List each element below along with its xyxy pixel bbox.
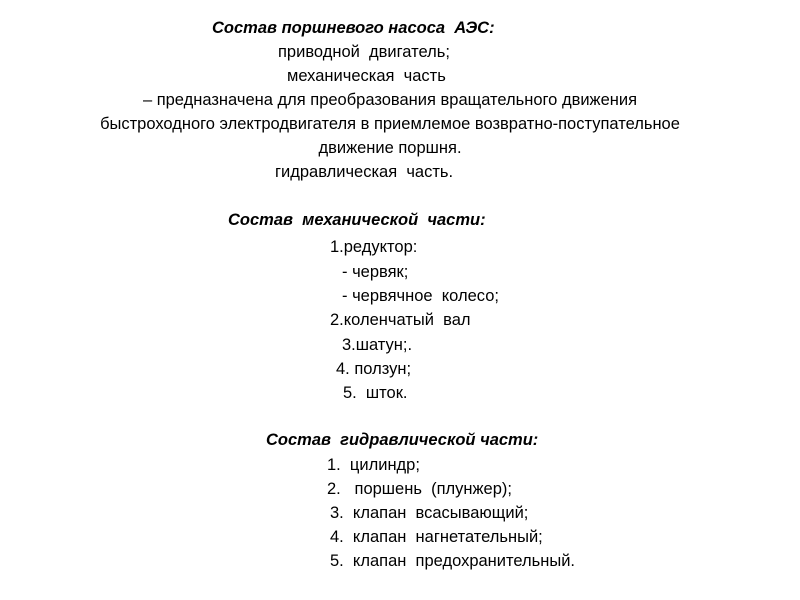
section3-item-suction-valve: 3. клапан всасывающий; [330, 504, 529, 522]
section3-item-cylinder: 1. цилиндр; [327, 456, 420, 474]
section3-item-safety-valve: 5. клапан предохранительный. [330, 552, 576, 570]
section1-item-mechanical-part: механическая часть [287, 67, 446, 85]
section1-item-hydraulic-part: гидравлическая часть. [275, 163, 454, 181]
section2-item-connecting-rod: 3.шатун;. [342, 336, 413, 354]
section1-description-line3: движение поршня. [318, 139, 462, 157]
section2-sub-worm: - червяк; [342, 263, 409, 281]
section3-item-piston: 2. поршень (плунжер); [327, 480, 512, 498]
section2-sub-worm-wheel: - червячное колесо; [342, 287, 499, 305]
section1-title: Состав поршневого насоса АЭС: [212, 19, 495, 37]
section2-item-reducer: 1.редуктор: [330, 238, 418, 256]
section2-title: Состав механической части: [228, 211, 486, 229]
section1-description-line2: быстроходного электродвигателя в приемлемое возвратно-поступательное [100, 115, 680, 133]
section3-title: Состав гидравлической части: [266, 431, 539, 449]
section1-description-line1: – предназначена для преобразования вращательного движения [142, 91, 638, 109]
section2-item-rod: 5. шток. [343, 384, 408, 402]
section2-item-slider: 4. ползун; [336, 360, 412, 378]
section2-item-crankshaft: 2.коленчатый вал [330, 311, 471, 329]
section3-item-discharge-valve: 4. клапан нагнетательный; [330, 528, 543, 546]
section1-item-drive-motor: приводной двигатель; [278, 43, 450, 61]
